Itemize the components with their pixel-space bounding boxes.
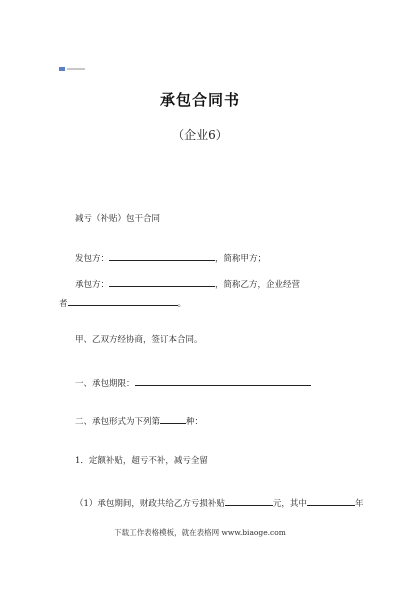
footer-text: 下载工作表格模板，就在表格网 www.biaoge.com	[114, 528, 286, 537]
agreement-line	[75, 334, 203, 346]
form-number-blank[interactable]	[160, 414, 186, 424]
item-1-1-prefix: （1）承包期间，财政共给乙方亏损补贴	[75, 499, 225, 509]
party-a-line	[75, 251, 266, 265]
party-b-label: 承包方：	[75, 280, 110, 290]
year-blank[interactable]	[307, 496, 355, 506]
clause-2-line	[75, 414, 203, 428]
clause-2-prefix: 二、承包形式为下列第	[75, 417, 161, 427]
party-b-cont-line	[59, 296, 186, 310]
logo-blue-block	[59, 67, 65, 71]
contract-heading-text: 减亏（补贴）包干合同	[75, 214, 161, 224]
party-b-suffix: ，简称乙方，企业经营	[215, 280, 301, 290]
party-b-operator-blank[interactable]	[68, 296, 178, 306]
item-1-1-middle: 元，其中	[272, 499, 307, 509]
party-a-suffix: ，简称甲方；	[215, 254, 267, 264]
clause-1-line	[75, 376, 311, 390]
agreement-text: 甲、乙双方经协商，签订本合同。	[75, 335, 203, 345]
party-b-blank[interactable]	[109, 277, 215, 287]
item-1-line	[75, 455, 208, 467]
party-a-label: 发包方：	[75, 254, 110, 264]
party-b-cont-prefix: 者	[59, 299, 68, 309]
logo-mark	[59, 67, 87, 71]
subsidy-amount-blank[interactable]	[225, 496, 273, 506]
contract-heading	[75, 213, 160, 225]
term-blank[interactable]	[135, 376, 311, 386]
document-subtitle: （企业6）	[172, 128, 228, 142]
party-b-line	[75, 277, 300, 291]
item-1-1-line	[75, 496, 363, 510]
party-a-blank[interactable]	[109, 251, 215, 261]
document-title: 承包合同书	[159, 91, 240, 109]
item-1-1-suffix: 年	[354, 499, 364, 509]
party-b-cont-suffix: 。	[177, 299, 187, 309]
logo-grey-bar	[67, 68, 85, 70]
item-1-text: 1．定额补贴，超亏不补，减亏全留	[75, 456, 208, 466]
clause-1-label: 一、承包期限：	[75, 379, 135, 389]
clause-2-suffix: 种：	[186, 417, 204, 427]
